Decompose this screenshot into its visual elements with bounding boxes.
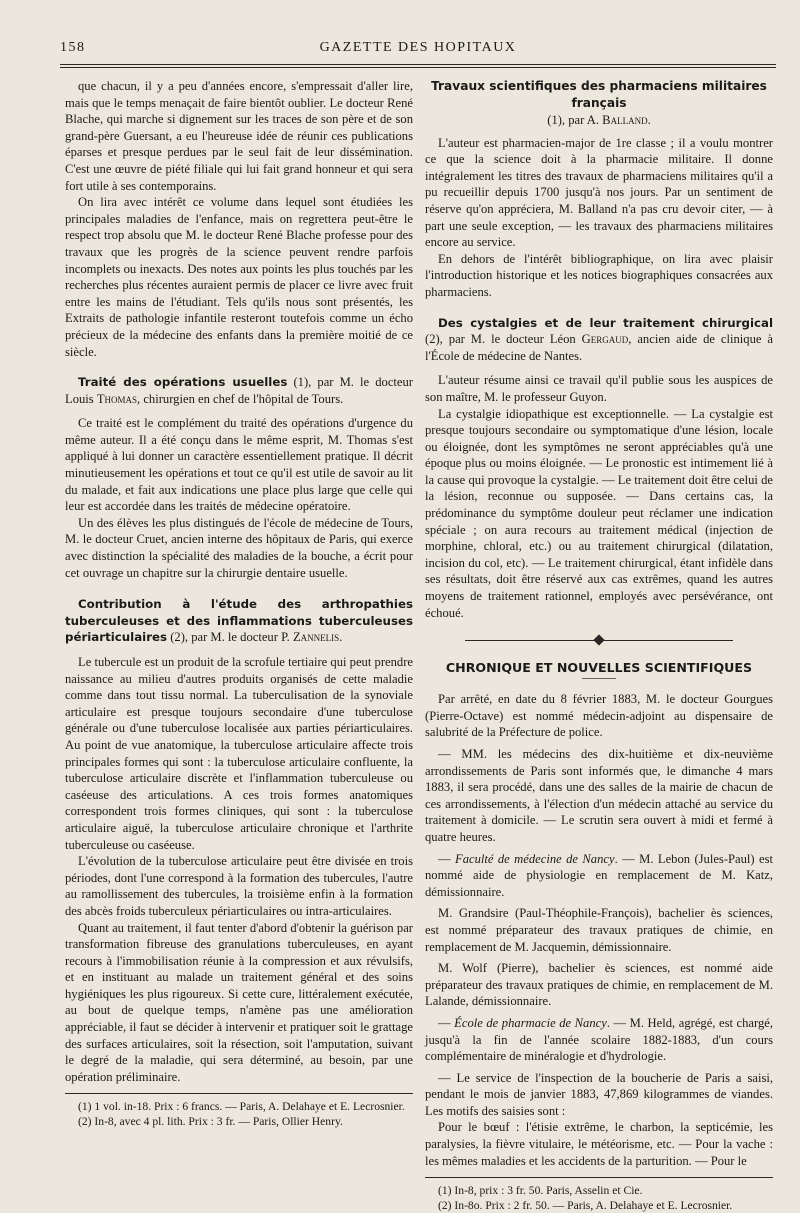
paragraph: Le tubercule est un produit de la scrofule tertiaire qui peut prendre naissance au milieu d'autres produits organisés de cette maladie comme dans tout tissu normal. La tuberculisation de la synoviale articulaire est presque toujours secondaire d'une tuberculose générale ou d'une tuberculose localisée aux parties périarticulaires. Au point de vue anatomique, la tuberculose articulaire affecte trois principales formes qui sont : la tuberculose articulaire confluente, la tuberculose articulaire discrète et l'inflammation tuberculeuse ou caséeuse des articulations. A ces trois formes anatomiques correspondent trois formes cliniques, qui sont : la tuberculose articulaire aiguë, la tuberculose articulaire chronique et l'arthrite tuberculeuse ou caséeuse. xyxy=(65,655,413,852)
page-header xyxy=(60,36,776,60)
byline: (1), par A. Balland. xyxy=(547,113,651,127)
review-heading-contribution: Contribution à l'étude des arthropathies tuberculeuses et des inflammations tuberculeuses périarticulaires (2), par M. le docteur P. Zannelis. xyxy=(65,597,413,645)
review-title: Contribution à l'étude des arthropathies tuberculeuses et des inflammations tuberculeuses périarticulaires xyxy=(65,597,413,645)
footnote: (2) In-8o. Prix : 2 fr. 50. — Paris, A. Delahaye et E. Lecrosnier. xyxy=(438,1198,733,1212)
paragraph: On lira avec intérêt ce volume dans lequel sont étudiées les principales maladies de l'enfance, mais on regrettera peut-être le respect trop absolu que M. le docteur René Blache professe pour des travaux que les progrès de la science peuvent rendre parfois incomplets ou inexacts. Des notes aux points les plus touchés par les recherches plus récentes auraient permis de placer ce livre avec fruit entre les mains de l'étudiant. Tels qu'ils nous sont présentés, les Extraits de pathologie infantile resteront toutefois comme un écho précieux de la médecine des enfants dans la première moitié de ce siècle. xyxy=(65,195,413,359)
divider-ornament-icon xyxy=(593,635,604,646)
footnote: (2) In-8, avec 4 pl. lith. Prix : 3 fr. — Paris, Ollier Henry. xyxy=(78,1114,343,1128)
review-title: Traité des opérations usuelles xyxy=(78,375,288,390)
paragraph: L'auteur résume ainsi ce travail qu'il publie sous les auspices de son maître, M. le professeur Guyon. xyxy=(425,373,773,404)
running-title: GAZETTE DES HOPITAUX xyxy=(319,40,517,55)
author-name: Thomas xyxy=(96,391,138,406)
footnote: (1) In-8, prix : 3 fr. 50. Paris, Asselin et Cie. xyxy=(438,1184,643,1198)
paragraph: M. Grandsire (Paul-Théophile-François), bachelier ès sciences, est nommé préparateur des travaux pratiques de chimie, en remplacement de M. Jacquemin, démissionnaire. xyxy=(425,906,773,954)
paragraph: — Faculté de médecine de Nancy. — M. Lebon (Jules-Paul) est nommé aide de physiologie en remplacement de M. Katz, démissionnaire. xyxy=(425,851,773,899)
footnote-rule xyxy=(425,1177,773,1178)
paragraph: Pour le bœuf : l'étisie extrême, le charbon, la septicémie, les paralysies, la fièvre vitulaire, le météorisme, etc. — Pour la vache : les mêmes maladies et les accidents de la parturition. — Pour le xyxy=(425,1120,773,1168)
paragraph: La cystalgie idiopathique est exceptionnelle. — La cystalgie est presque toujours secondaire ou symptomatique d'une lésion, locale ou éloignée, dont les symptômes ne seront appréciables qu'à une époque plus ou moins éloignée. — Le pronostic est intimement lié à la cause qui provoque la cystalgie. — Le traitement doit être celui de la lésion, reconnue ou supposée. — Dans certains cas, la prédominance du symptôme douleur peut réclamer une indication spéciale ; on aura recours au traitement médical (injection de morphine, chloral, etc.) ou au traitement chirurgical (dilatation, incision du col, etc). — Le traitement chirurgical, étant infidèle dans ses résultats, doit être réservé aux cas extrêmes, quand les autres moyens de traitement rationnel, employés avec persévérance, ont échoué. xyxy=(425,406,773,620)
institution-name: Faculté de médecine de Nancy xyxy=(455,851,615,866)
paragraph: — MM. les médecins des dix-huitième et dix-neuvième arrondissements de Paris sont informés que, le dimanche 4 mars 1883, il sera procédé, dans une des salles de la mairie de chacun de ces arrondissements, à l'élection d'un médecin attaché au service du traitement à domicile. — Le scrutin sera ouvert à midi et fermé à quatre heures. xyxy=(425,747,773,844)
section-title-travaux: Travaux scientifiques des pharmaciens militaires français xyxy=(431,79,767,110)
footnote: (1) 1 vol. in-18. Prix : 6 francs. — Paris, A. Delahaye et E. Lecrosnier. xyxy=(78,1100,405,1114)
page-number: 158 xyxy=(60,40,86,55)
paragraph: En dehors de l'intérêt bibliographique, on lira avec plaisir l'introduction historique et les notices biographiques consacrées aux pharmaciens. xyxy=(425,251,773,299)
author-name: Zannelis xyxy=(292,630,340,645)
footnote-rule xyxy=(65,1093,413,1094)
paragraph: Quant au traitement, il faut tenter d'abord d'obtenir la guérison par transformation fibreuse des granulations tuberculeuses, en ayant recours à l'immobilisation réunie à la compression et aux révulsifs, et en instituant au malade un traitement général et des soins hygiéniques les plus rigoureux. Si cette cure, littéralement exécutée, au bout de quelque temps, n'amène pas une amélioration appréciable, il faut se décider à intervenir et pratiquer soit le grattage des surfaces articulaires, soit la résection, soit l'amputation, suivant le degré de la maladie, qui sera déterminé, au besoin, par une opération préliminaire. xyxy=(65,920,413,1084)
left-column xyxy=(65,78,413,1129)
author-name: Balland xyxy=(602,113,648,127)
review-heading-cystalgies: Des cystalgies et de leur traitement chirurgical (2), par M. le docteur Léon Gergaud, ancien aide de clinique à l'École de médecine de Nantes. xyxy=(425,315,773,363)
paragraph: M. Wolf (Pierre), bachelier ès sciences, est nommé aide préparateur des travaux pratiques de chimie, en remplacement de M. Lalande, démissionnaire. xyxy=(425,961,773,1009)
paragraph: que chacun, il y a peu d'années encore, s'empressait d'aller lire, mais que le temps menaçait de faire bientôt oublier. Le docteur René Blache, qui marche si dignement sur les traces de son père et de son grand-père Guersant, a eu l'heureuse idée de réunir ces publications éparses et presque perdues par le seul fait de leur dissémination. C'est une œuvre de piété filiale qui lui fait grand honneur et qui sera fort utile à ses contemporains. xyxy=(65,79,413,193)
header-rule-bottom xyxy=(60,67,776,68)
paragraph: Un des élèves les plus distingués de l'école de médecine de Tours, M. le docteur Cruet, ancien interne des hôpitaux de Paris, qui exerce avec distinction la spécialité des maladies de la bouche, a écrit pour cet ouvrage un chapitre sur la chirurgie dentaire usuelle. xyxy=(65,515,413,580)
review-heading-traite: Traité des opérations usuelles (1), par M. le docteur Louis Thomas, chirurgien en chef de l'hôpital de Tours. xyxy=(65,375,413,406)
paragraph: — Le service de l'inspection de la boucherie de Paris a saisi, pendant le mois de janvier 1883, 47,869 kilogrammes de viandes. Les motifs des saisies sont : xyxy=(425,1070,773,1118)
title-underline xyxy=(582,678,616,679)
author-name: Gergaud xyxy=(581,332,629,347)
paragraph: Ce traité est le complément du traité des opérations d'urgence du même auteur. Il a été conçu dans le même esprit, M. Thomas s'est appliqué à lui donner un caractère essentiellement pratique. Il décrit minutieusement les opérations et tout ce qu'il est utile de savoir au lit du malade, et fait aux indications une place plus large que celle qui leur est accordée dans les traités de médecine opératoire. xyxy=(65,416,413,514)
paragraph: L'auteur est pharmacien-major de 1re classe ; il a voulu montrer ce que la science doit à la pharmacie militaire. Il donne intégralement les titres des travaux de pharmaciens militaires qu'il a pu recueillir depuis 1700 jusqu'à nos jours. Par un sentiment de réserve qu'on appréciera, M. Balland n'a pas cru devoir citer, — à part une seule exception, — les travaux des pharmaciens militaires encore au service. xyxy=(425,135,773,250)
paragraph: Par arrêté, en date du 8 février 1883, M. le docteur Gourgues (Pierre-Octave) est nommé médecin-adjoint au dispensaire de salubrité de la Préfecture de police. xyxy=(425,692,773,740)
paragraph: L'évolution de la tuberculose articulaire peut être divisée en trois périodes, dont l'une correspond à la formation des tubercules, l'autre au ramollissement des tubercules, la troisième enfin à la formation des abcès froids tuberculeux périarticulaires ou intra-articulaires. xyxy=(65,854,413,918)
institution-name: École de pharmacie de Nancy xyxy=(454,1015,607,1030)
header-rule-top xyxy=(60,64,776,65)
section-title-chronique: CHRONIQUE ET NOUVELLES SCIENTIFIQUES xyxy=(445,660,753,676)
right-column xyxy=(425,78,773,1213)
section-divider xyxy=(425,635,773,647)
paragraph: — École de pharmacie de Nancy. — M. Held, agrégé, est chargé, jusqu'à la fin de l'année scolaire 1882-1883, d'un cours complémentaire de minéralogie et d'hydrologie. xyxy=(425,1015,774,1064)
review-title: Des cystalgies et de leur traitement chirurgical xyxy=(438,315,773,330)
